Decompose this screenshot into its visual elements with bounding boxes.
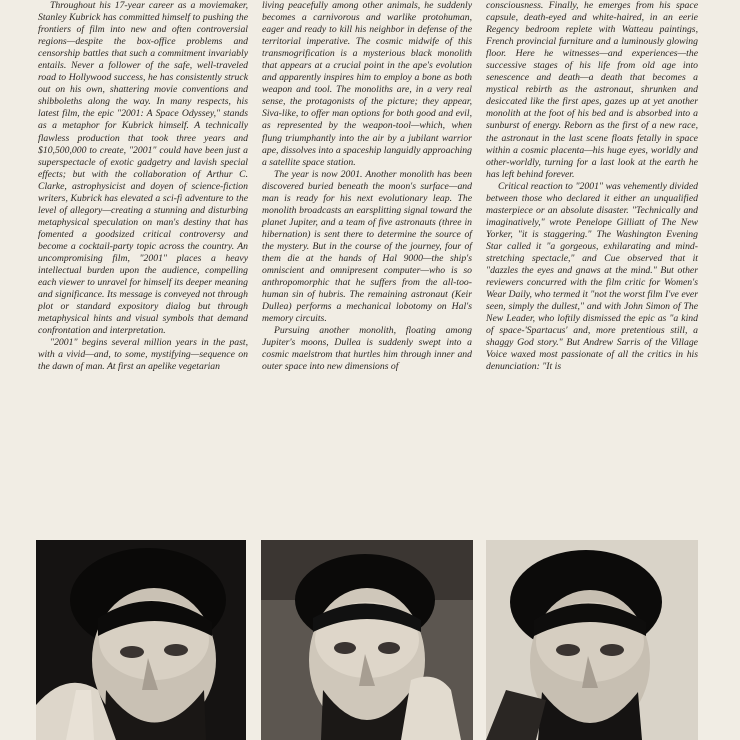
paragraph: consciousness. Finally, he emerges from his space capsule, death-eyed and white-haired, in an eerie Regency bedroom replete with Watteau paintings, French provincial furniture and a luminously glowing floor. Here he witnesses—and experiences—the successive stages of his life from old age into senescence and death—a death that becomes a mystical rebirth as the astronaut, shrunken and desiccated like the first apes, gazes up at yet another monolith at the foot of his bed and is absorbed into a sunburst of energy. Reborn as the first of a new race, the astronaut in the last scene floats fetally in space within a cosmic placenta—his huge eyes, worldly and other-worldly, turning for a last look at the earth he has left behind forever. (486, 0, 698, 180)
paragraph: "2001" begins several million years in the past, with a vivid—and, to some, mystifying—sequence on the dawn of man. At first an apelike vegetarian (38, 337, 248, 373)
article-column-1 (38, 0, 248, 373)
article-column-2 (262, 0, 472, 373)
paragraph: Critical reaction to "2001" was vehemently divided between those who declared it either an unqualified masterpiece or an absolute disaster. "Technically and imaginatively," wrote Penelope Gilliatt of The New Yorker, "it is staggering." The Washington Evening Star called it "a gorgeous, exhilarating and mind-stretching spectacle," and Cue observed that it "dazzles the eyes and gnaws at the mind." But other reviewers concurred with the film critic for Women's Wear Daily, who termed it "not the worst film I've ever seen, simply the dullest," and with John Simon of The New Leader, who loftily dismissed the epic as "a kind of space-'Spartacus' and, more pretentious still, a shaggy God story." But Andrew Sarris of the Village Voice waxed most passionate of all the critics in his denunciation: "It is (486, 180, 698, 373)
paragraph: Pursuing another monolith, floating among Jupiter's moons, Dullea is suddenly swept into a cosmic maelstrom that hurtles him through inner and outer space into new dimensions of (262, 325, 472, 373)
portrait-photo-3 (486, 540, 698, 740)
portrait-photo-1 (36, 540, 246, 740)
paragraph: living peacefully among other animals, he suddenly becomes a carnivorous and warlike protohuman, eager and ready to kill his neighbor in defense of the territorial imperative. The cosmic midwife of this transmogrification is a mysterious black monolith that appears at a crucial point in the ape's evolution and apparently inspires him to employ a bone as both weapon and tool. The monoliths are, in a very real sense, the protagonists of the picture; they appear, Siva-like, to offer man options for both good and evil, as represented by the weapon-tool—which, when flung triumphantly into the air by a jubilant warrior ape, dissolves into a spaceship languidly approaching a satellite space station. (262, 0, 472, 168)
paragraph: Throughout his 17-year career as a moviemaker, Stanley Kubrick has committed himself to pushing the frontiers of film into new and often controversial regions—despite the box-office problems and censorship battles that such a commitment invariably entails. Never a follower of the safe, well-traveled road to Hollywood success, he has consistently struck out on his own, shattering movie conventions and shibboleths along the way. In many respects, his latest film, the epic "2001: A Space Odyssey," stands as a metaphor for Kubrick himself. A technically flawless production that took three years and $10,500,000 to create, "2001" could have been just a superspectacle of exotic gadgetry and lavish special effects; but with the collaboration of Arthur C. Clarke, astrophysicist and doyen of science-fiction writers, Kubrick has elevated a sci-fi adventure to the level of allegory—creating a stunning and disturbing metaphysical speculation on man's destiny that has fomented a goodsized critical controversy and become a cocktail-party topic across the country. An uncompromising film, "2001" places a heavy intellectual burden upon the audience, compelling each viewer to unravel for himself its deeper meaning and significance. Its message is conveyed not through plot or standard expository dialog but through metaphysical hints and visual symbols that demand confrontation and interpretation. (38, 0, 248, 337)
portrait-photo-2 (261, 540, 473, 740)
paragraph: The year is now 2001. Another monolith has been discovered buried beneath the moon's surface—and man is ready for his next evolutionary leap. The monolith broadcasts an earsplitting signal toward the planet Jupiter, and a team of five astronauts (three in hibernation) is sent there to determine the source of the mystery. But in the course of the journey, four of them die at the hands of Hal 9000—the ship's omniscient and omnipresent computer—who is so anthropomorphic that he suffers from the all-too-human sin of hubris. The remaining astronaut (Keir Dullea) performs a mechanical lobotomy on Hal's memory circuits. (262, 168, 472, 325)
article-column-3 (486, 0, 698, 373)
